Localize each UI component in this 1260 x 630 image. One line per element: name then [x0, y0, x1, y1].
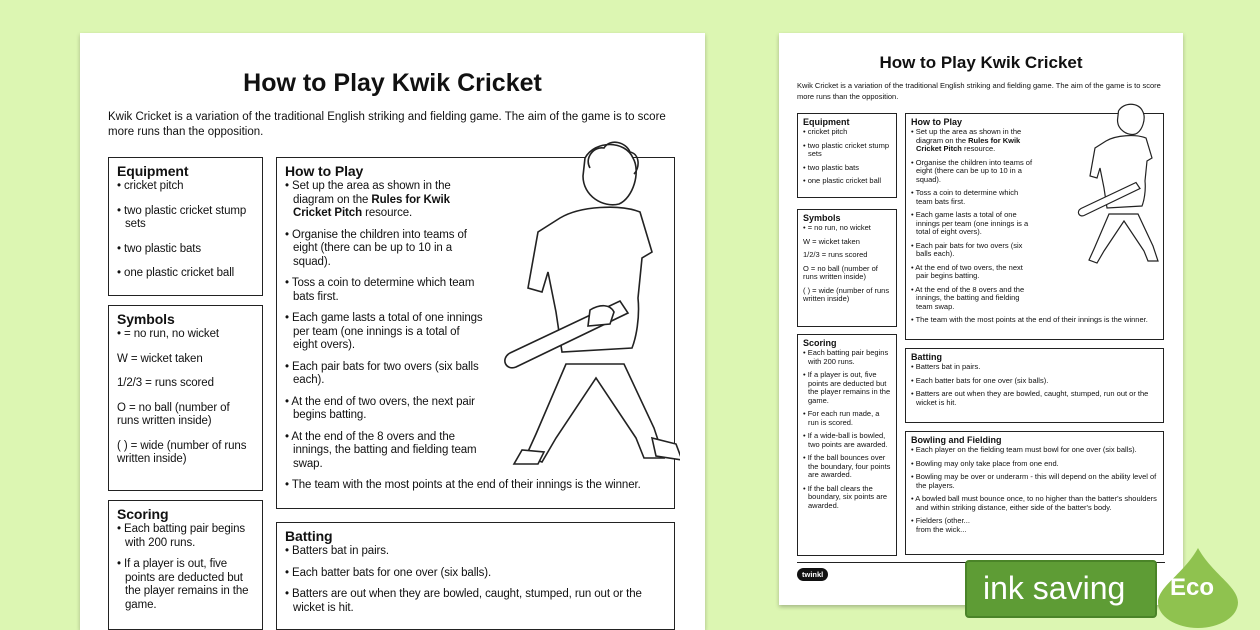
list-item: • At the end of two overs, the next pair begins batting.	[285, 396, 485, 423]
intro-text: Kwik Cricket is a variation of the traditional English striking and fielding game. The aim of the game is to score more runs than the opposition.	[108, 111, 666, 138]
worksheet-zoomed-preview	[80, 33, 705, 630]
list-item: • If the ball clears the boundary, six points are awarded.	[803, 485, 891, 511]
list-item: 1/2/3 = runs scored	[117, 377, 214, 389]
intro-text: Kwik Cricket is a variation of the traditional English striking and fielding game. The aim of the game is to score more runs than the opposition.	[797, 81, 1161, 101]
list-item: • = no run, no wicket	[117, 328, 219, 340]
list-item: • For each run made, a run is scored.	[803, 410, 891, 427]
batting-box	[276, 522, 675, 630]
list-item: • Each player on the fielding team must bowl for one over (six balls).	[911, 446, 1158, 455]
equipment-box	[797, 113, 897, 198]
equipment-heading: Equipment	[117, 163, 189, 179]
list-item: • one plastic cricket ball	[803, 177, 891, 186]
list-item: O = no ball (number of runs written inside)	[117, 401, 230, 427]
list-item	[911, 517, 1158, 534]
list-item: • Each batter bats for one over (six balls).	[285, 567, 666, 581]
scoring-box	[108, 500, 263, 630]
scoring-heading: Scoring	[803, 338, 837, 348]
list-item: • Each pair bats for two overs (six balls each).	[285, 361, 485, 388]
worksheet-full-preview	[779, 33, 1183, 605]
text: Set up the area as shown in the diagram on the	[915, 127, 1022, 145]
list-item: • Toss a coin to determine which team bats first.	[911, 189, 1036, 206]
batting-box	[905, 348, 1164, 423]
list-item: • two plastic cricket stump sets	[117, 205, 254, 232]
batting-heading: Batting	[285, 528, 333, 544]
list-item: • If the ball bounces over the boundary, four points are awarded.	[803, 454, 891, 480]
list-item: • = no run, no wicket	[803, 223, 871, 232]
list-item: • two plastic cricket stump sets	[803, 142, 891, 159]
batting-heading: Batting	[911, 352, 942, 362]
cricket-batter-illustration	[1031, 101, 1166, 266]
list-item: • Each game lasts a total of one innings per team (one innings is a total of eight overs).	[285, 312, 485, 353]
list-item: • two plastic bats	[803, 164, 891, 173]
cricket-batter-illustration	[410, 138, 680, 468]
list-item: O = no ball (number of runs written inside)	[803, 263, 878, 281]
list-item: • If a player is out, five points are deducted but the player remains in the game.	[803, 371, 891, 405]
list-item: 1/2/3 = runs scored	[803, 250, 868, 259]
symbols-heading: Symbols	[117, 311, 175, 327]
list-item	[911, 128, 1036, 154]
list-item: • At the end of two overs, the next pair begins batting.	[911, 264, 1036, 281]
how-to-play-heading: How to Play	[285, 163, 364, 179]
list-item: • Bowling may be over or underarm - this will depend on the ability level of the players.	[911, 473, 1158, 490]
list-item: • Batters bat in pairs.	[911, 363, 1158, 372]
list-item: • The team with the most points at the end of their innings is the winner.	[285, 479, 678, 493]
symbols-heading: Symbols	[803, 213, 841, 223]
bowling-heading: Bowling and Fielding	[911, 435, 1002, 445]
twinkl-logo: twinkl	[797, 568, 828, 581]
bowling-box	[905, 431, 1164, 555]
how-to-play-heading: How to Play	[911, 117, 963, 127]
list-item: • Each batting pair begins with 200 runs.	[803, 349, 891, 366]
text: from the wick...	[916, 524, 967, 534]
list-item: • Each batter bats for one over (six balls).	[911, 377, 1158, 386]
list-item: • one plastic cricket ball	[117, 267, 254, 281]
list-item: • At the end of the 8 overs and the innings, the batting and fielding team swap.	[285, 431, 485, 472]
list-item: • Organise the children into teams of eight (there can be up to 10 in a squad).	[911, 159, 1036, 185]
symbols-box	[108, 305, 263, 491]
scoring-heading: Scoring	[117, 506, 169, 522]
list-item: • two plastic bats	[117, 243, 254, 257]
list-item: • If a player is out, five points are deducted but the player remains in the game.	[117, 558, 254, 612]
text: resource.	[961, 144, 996, 153]
text: Set up the area as shown in the diagram on the	[292, 180, 451, 206]
symbols-box	[797, 209, 897, 327]
list-item: • The team with the most points at the end of their innings is the winner.	[911, 316, 1161, 325]
list-item: • Batters are out when they are bowled, caught, stumped, run out or the wicket is hit.	[911, 390, 1158, 407]
list-item: • cricket pitch	[117, 180, 254, 194]
list-item: • At the end of the 8 overs and the innings, the batting and fielding team swap.	[911, 286, 1036, 312]
list-item: • Organise the children into teams of eight (there can be up to 10 in a squad).	[285, 229, 485, 270]
text: Fielders (other...	[915, 516, 970, 525]
worksheet-title: How to Play Kwik Cricket	[879, 53, 1083, 72]
list-item: W = wicket taken	[117, 352, 203, 365]
equipment-heading: Equipment	[803, 117, 850, 127]
resource-name: Rules for Kwik Cricket Pitch	[293, 193, 450, 219]
text: resource.	[362, 207, 413, 219]
resource-name: Rules for Kwik Cricket Pitch	[916, 135, 1021, 153]
scoring-box	[797, 334, 897, 556]
worksheet-title: How to Play Kwik Cricket	[243, 69, 542, 97]
list-item: • Each game lasts a total of one innings per team (one innings is a total of eight overs).	[911, 211, 1036, 237]
list-item: • Batters bat in pairs.	[285, 545, 666, 559]
list-item: • A bowled ball must bounce once, to no higher than the batter's shoulders and within striking distance, either side of the batter's body.	[911, 495, 1158, 512]
list-item: • Batters are out when they are bowled, caught, stumped, run out or the wicket is hit.	[285, 588, 666, 615]
list-item: ( ) = wide (number of runs written inside)	[117, 439, 247, 465]
list-item: • Toss a coin to determine which team bats first.	[285, 277, 485, 304]
list-item: • Each batting pair begins with 200 runs.	[117, 523, 254, 550]
list-item: • If a wide-ball is bowled, two points are awarded.	[803, 432, 891, 449]
ink-saving-badge: ink saving	[965, 560, 1157, 618]
list-item: • Bowling may only take place from one end.	[911, 460, 1158, 469]
list-item: W = wicket taken	[803, 236, 860, 246]
eco-label: Eco	[1170, 574, 1215, 601]
list-item: • cricket pitch	[803, 128, 891, 137]
equipment-box	[108, 157, 263, 296]
list-item: ( ) = wide (number of runs written inside)	[803, 285, 890, 303]
list-item: • Each pair bats for two overs (six balls each).	[911, 242, 1036, 259]
